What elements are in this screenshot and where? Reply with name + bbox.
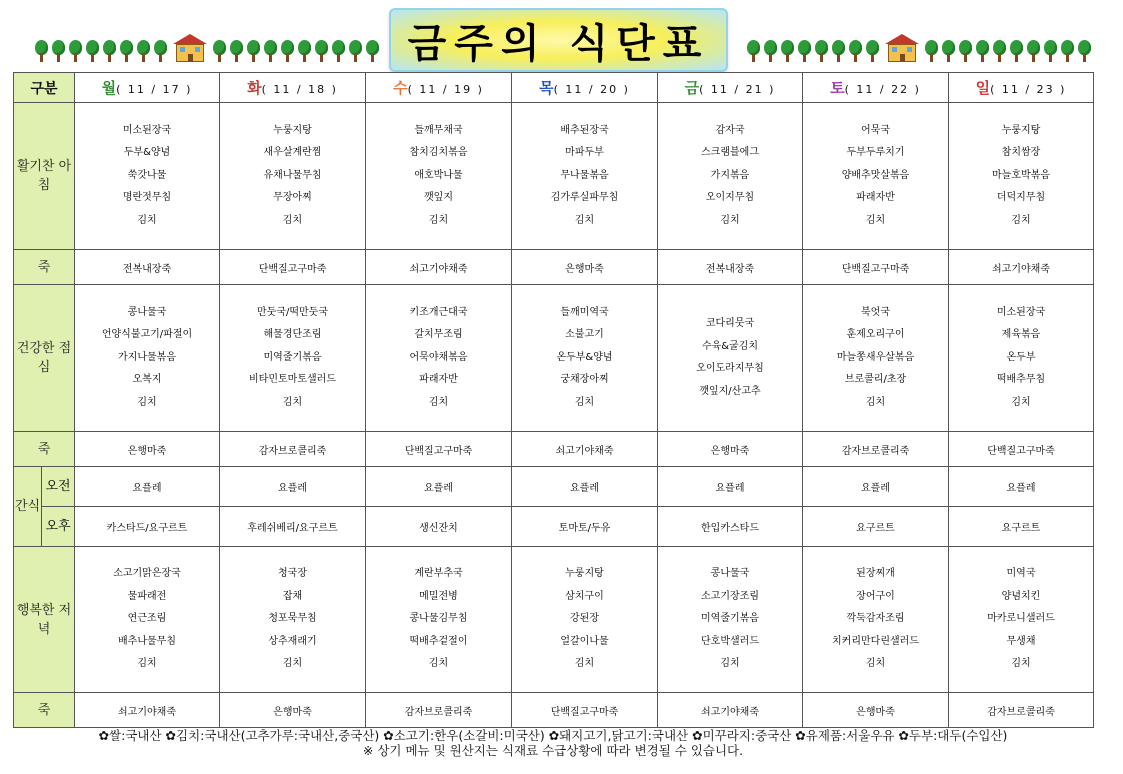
menu-item: 된장찌개: [856, 568, 895, 580]
snack-am-row: [14, 467, 1094, 507]
breakfast_porridge-cell: 쇠고기야채죽: [366, 250, 512, 285]
menu-item: 가지볶음: [710, 169, 750, 181]
menu-item: 파래자반: [856, 192, 895, 204]
day-date: ( 11 / 17 ): [116, 83, 193, 96]
tree-icon: [1043, 40, 1058, 62]
menu-item: 새우살계란찜: [263, 147, 322, 159]
lunch-porridge-row: [14, 432, 1094, 467]
day-header: [949, 73, 1094, 103]
menu-item: 김치: [282, 658, 303, 670]
dinner_porridge-cell: 은행마죽: [803, 693, 949, 728]
menu-item: 치커리만다린샐러드: [832, 635, 919, 647]
snack-pm-cell: 생신잔치: [366, 507, 512, 547]
menu-item: 코다리뭇국: [705, 318, 755, 329]
tree-icon: [246, 40, 261, 62]
header-row: [14, 73, 1094, 103]
menu-item: 소불고기: [565, 329, 604, 341]
page-title: 금주의 식단표: [389, 8, 728, 72]
day-header: [512, 73, 658, 103]
menu-item: 무나물볶음: [560, 169, 609, 181]
tree-icon: [814, 40, 829, 62]
day-name: 목: [539, 79, 554, 97]
tree-icon: [153, 40, 168, 62]
tree-icon: [941, 40, 956, 62]
dinner-porridge-label: 죽: [14, 693, 75, 728]
tree-icon: [992, 40, 1007, 62]
menu-item: 참치쌈장: [1001, 147, 1041, 159]
tree-icon: [68, 40, 83, 62]
tree-icon: [102, 40, 117, 62]
snack-am-cell: 요플레: [803, 467, 949, 507]
tree-icon: [34, 40, 49, 62]
day-date: ( 11 / 18 ): [261, 83, 338, 96]
menu-item: 계란부추국: [414, 568, 463, 580]
menu-item: 메밀전병: [419, 590, 458, 602]
menu-item: 김치: [137, 214, 157, 226]
dinner_porridge-cell: 은행마죽: [220, 693, 366, 728]
menu-item: 무생채: [1006, 635, 1036, 647]
tree-icon: [1009, 40, 1024, 62]
breakfast-cell: [658, 103, 803, 250]
lunch_porridge-cell: 단백질고구마죽: [949, 432, 1094, 467]
menu-item: 김치: [1011, 214, 1031, 226]
day-date: ( 11 / 21 ): [699, 83, 776, 96]
menu-item: 김치: [428, 214, 449, 226]
snack-pm-cell: 후레쉬베리/요구르트: [220, 507, 366, 547]
menu-item: 오이도라지무침: [696, 363, 764, 374]
menu-item: 해물경단조림: [263, 329, 322, 341]
menu-item: 훈제오리구이: [846, 329, 905, 341]
dinner_porridge-cell: 감자브로콜리죽: [949, 693, 1094, 728]
lunch-porridge-label: 죽: [14, 432, 75, 467]
tree-icon: [119, 40, 134, 62]
breakfast-label: 활기찬 아침: [14, 103, 75, 250]
menu-item: 파래자반: [419, 374, 458, 386]
snack-pm-cell: 토마토/두유: [512, 507, 658, 547]
tree-icon: [975, 40, 990, 62]
tree-icon: [924, 40, 939, 62]
lunch-cell: [949, 285, 1094, 432]
tree-icon: [746, 40, 761, 62]
dinner-label: 행복한 저녁: [14, 547, 75, 693]
menu-item: 단호박샐러드: [701, 635, 759, 647]
menu-item: 장어구이: [856, 590, 895, 602]
day-header: [220, 73, 366, 103]
lunch_porridge-cell: 은행마죽: [658, 432, 803, 467]
tree-icon: [136, 40, 151, 62]
change-notice: ※ 상기 메뉴 및 원산지는 식재료 수급상황에 따라 변경될 수 있습니다.: [362, 743, 744, 758]
menu-item: 떡배추겉절이: [409, 635, 468, 647]
menu-item: 깻잎지/산고추: [699, 385, 761, 397]
menu-item: 마늘쫑새우살볶음: [836, 351, 915, 363]
menu-item: 제육볶음: [1001, 329, 1041, 341]
lunch-row: [14, 285, 1094, 432]
breakfast_porridge-cell: 전복내장죽: [658, 250, 803, 285]
tree-icon: [865, 40, 880, 62]
menu-item: 김치: [1011, 658, 1031, 670]
menu-item: 누룽지탕: [565, 568, 604, 580]
origin-note: ✿쌀:국내산 ✿김치:국내산(고추가루:국내산,중국산) ✿소고기:한우(소갈비:미국산) ✿돼지고기,닭고기:국내산 ✿미꾸라지:중국산 ✿유제품:서울우유 ✿두부:대두(수입산): [98, 728, 1008, 743]
breakfast-porridge-row: [14, 250, 1094, 285]
menu-item: 오복지: [132, 374, 162, 386]
menu-item: 온두부&양념: [556, 351, 613, 363]
menu-item: 미역줄기볶음: [263, 351, 322, 363]
tree-icon: [331, 40, 346, 62]
menu-item: 콩나물국: [127, 306, 167, 318]
dinner_porridge-cell: 단백질고구마죽: [512, 693, 658, 728]
tree-icon: [780, 40, 795, 62]
dinner-porridge-row: [14, 693, 1094, 728]
breakfast_porridge-cell: 전복내장죽: [75, 250, 220, 285]
tree-icon: [263, 40, 278, 62]
breakfast-cell: [512, 103, 658, 250]
tree-icon: [797, 40, 812, 62]
snack-pm-row: [14, 507, 1094, 547]
house-icon: [173, 34, 207, 62]
menu-item: 가지나물볶음: [118, 351, 176, 363]
dinner-cell: [220, 547, 366, 693]
snack-pm-cell: 요구르트: [803, 507, 949, 547]
menu-item: 김치: [720, 658, 740, 670]
menu-item: 수육&굴김치: [701, 340, 759, 352]
day-header: [658, 73, 803, 103]
menu-item: 김가루실파무침: [550, 192, 619, 204]
menu-item: 누룽지탕: [1001, 124, 1041, 136]
menu-item: 오이지무침: [705, 192, 755, 204]
menu-item: 상추재래기: [268, 635, 317, 647]
menu-item: 스크램블에그: [701, 147, 759, 159]
menu-item: 떡배추무침: [996, 374, 1046, 386]
tree-icon: [348, 40, 363, 62]
lunch-cell: [220, 285, 366, 432]
menu-item: 얼갈이나물: [560, 635, 609, 647]
menu-item: 유채나물무침: [263, 169, 322, 181]
tree-icon: [1026, 40, 1041, 62]
menu-item: 청포묵무침: [268, 613, 317, 625]
dinner-cell: [75, 547, 220, 693]
dinner_porridge-cell: 감자브로콜리죽: [366, 693, 512, 728]
lunch_porridge-cell: 은행마죽: [75, 432, 220, 467]
lunch_porridge-cell: 감자브로콜리죽: [803, 432, 949, 467]
menu-item: 소고기맑은장국: [113, 568, 181, 580]
footer: [13, 728, 1093, 758]
menu-item: 깍둑감자조림: [846, 613, 905, 625]
breakfast_porridge-cell: 쇠고기야채죽: [949, 250, 1094, 285]
menu-item: 궁채장아찌: [560, 374, 609, 386]
menu-item: 온두부: [1006, 351, 1036, 363]
menu-item: 김치: [865, 396, 886, 408]
breakfast_porridge-cell: 단백질고구마죽: [220, 250, 366, 285]
menu-item: 만둣국/떡만둣국: [257, 306, 328, 318]
lunch-cell: [75, 285, 220, 432]
menu-item: 김치: [574, 214, 595, 226]
breakfast-porridge-label: 죽: [14, 250, 75, 285]
menu-item: 잡채: [282, 590, 303, 602]
menu-item: 김치: [428, 658, 449, 670]
day-date: ( 11 / 19 ): [407, 83, 484, 96]
tree-decoration-left: [34, 38, 380, 62]
tree-icon: [848, 40, 863, 62]
breakfast-cell: [949, 103, 1094, 250]
snack-am-cell: 요플레: [949, 467, 1094, 507]
menu-item: 물파래전: [127, 590, 167, 602]
menu-item: 김치: [1011, 396, 1031, 408]
dinner-cell: [512, 547, 658, 693]
snack-am-cell: 요플레: [220, 467, 366, 507]
menu-item: 무장아찌: [273, 192, 312, 204]
menu-item: 삼치구이: [565, 590, 604, 602]
menu-item: 두부두루치기: [846, 147, 905, 159]
day-header: [803, 73, 949, 103]
menu-item: 키조개근대국: [409, 306, 468, 318]
snack-am-cell: 요플레: [512, 467, 658, 507]
day-name: 수: [393, 79, 408, 97]
menu-item: 브로콜리/초장: [844, 374, 907, 386]
tree-icon: [297, 40, 312, 62]
breakfast_porridge-cell: 은행마죽: [512, 250, 658, 285]
tree-icon: [280, 40, 295, 62]
menu-item: 애호박나물: [414, 169, 463, 181]
menu-item: 어묵국: [861, 124, 890, 136]
header-label: 구분: [14, 73, 75, 103]
menu-item: 김치: [865, 658, 886, 670]
dinner-cell: [949, 547, 1094, 693]
lunch-cell: [366, 285, 512, 432]
dinner_porridge-cell: 쇠고기야채죽: [658, 693, 803, 728]
snack-pm-cell: 카스타드/요구르트: [75, 507, 220, 547]
tree-icon: [958, 40, 973, 62]
weekly-menu-table: [13, 72, 1094, 728]
snack-pm-label: 오후: [42, 507, 75, 547]
menu-item: 양념치킨: [1001, 590, 1041, 602]
title-area: [0, 0, 1123, 72]
snack-pm-cell: 한입카스타드: [658, 507, 803, 547]
menu-item: 김치: [282, 214, 303, 226]
menu-item: 콩나물국: [710, 568, 750, 580]
menu-item: 언양식불고기/파절이: [101, 329, 193, 341]
menu-item: 들깨무채국: [414, 124, 463, 136]
menu-item: 더덕지무침: [996, 192, 1046, 204]
tree-icon: [831, 40, 846, 62]
menu-item: 배추된장국: [560, 124, 609, 136]
day-header: [366, 73, 512, 103]
lunch-label: 건강한 점심: [14, 285, 75, 432]
menu-item: 감자국: [715, 124, 745, 136]
menu-item: 미역줄기볶음: [701, 613, 759, 625]
house-icon: [885, 34, 919, 62]
dinner-row: [14, 547, 1094, 693]
tree-icon: [1077, 40, 1092, 62]
menu-item: 김치: [720, 214, 740, 226]
tree-icon: [85, 40, 100, 62]
menu-item: 갈치무조림: [414, 329, 463, 341]
day-name: 금: [684, 79, 700, 97]
menu-item: 김치: [282, 396, 303, 408]
breakfast-cell: [75, 103, 220, 250]
tree-decoration-right: [746, 38, 1092, 62]
dinner-cell: [803, 547, 949, 693]
day-date: ( 11 / 20 ): [553, 83, 630, 96]
menu-item: 김치: [137, 396, 157, 408]
snack-am-label: 오전: [42, 467, 75, 507]
snack-am-cell: 요플레: [75, 467, 220, 507]
menu-item: 마카로니샐러드: [987, 613, 1055, 625]
menu-item: 콩나물김무침: [409, 613, 468, 625]
lunch-cell: [803, 285, 949, 432]
tree-icon: [314, 40, 329, 62]
snack-label: 간식: [14, 467, 42, 547]
breakfast-cell: [220, 103, 366, 250]
menu-item: 김치: [137, 658, 157, 670]
snack-am-cell: 요플레: [366, 467, 512, 507]
day-name: 일: [975, 79, 991, 97]
lunch_porridge-cell: 쇠고기야채죽: [512, 432, 658, 467]
menu-item: 마늘호박볶음: [992, 169, 1050, 181]
menu-item: 양배추맛살볶음: [841, 169, 910, 181]
menu-item: 미소된장국: [996, 306, 1046, 318]
tree-icon: [51, 40, 66, 62]
menu-item: 연근조림: [127, 613, 167, 625]
breakfast-cell: [803, 103, 949, 250]
menu-item: 쑥갓나물: [127, 169, 167, 181]
lunch-cell: [658, 285, 803, 432]
snack-pm-cell: 요구르트: [949, 507, 1094, 547]
day-date: ( 11 / 23 ): [990, 83, 1067, 96]
menu-item: 비타민토마토샐러드: [249, 374, 336, 386]
tree-icon: [365, 40, 380, 62]
snack-am-cell: 요플레: [658, 467, 803, 507]
menu-item: 김치: [574, 658, 595, 670]
dinner_porridge-cell: 쇠고기야채죽: [75, 693, 220, 728]
menu-item: 참치김치볶음: [409, 147, 468, 159]
lunch-cell: [512, 285, 658, 432]
day-date: ( 11 / 22 ): [844, 83, 921, 96]
menu-item: 김치: [428, 396, 449, 408]
dinner-cell: [658, 547, 803, 693]
menu-item: 소고기장조림: [701, 590, 759, 602]
day-name: 토: [830, 79, 845, 97]
menu-item: 들깨미역국: [560, 306, 609, 318]
day-name: 화: [247, 79, 262, 97]
tree-icon: [763, 40, 778, 62]
menu-item: 김치: [865, 214, 886, 226]
menu-item: 청국장: [278, 568, 307, 580]
menu-item: 북엇국: [861, 306, 890, 318]
lunch_porridge-cell: 감자브로콜리죽: [220, 432, 366, 467]
menu-item: 누룽지탕: [273, 124, 312, 136]
menu-item: 미소된장국: [122, 124, 172, 136]
menu-item: 미역국: [1006, 568, 1036, 580]
tree-icon: [212, 40, 227, 62]
dinner-cell: [366, 547, 512, 693]
breakfast_porridge-cell: 단백질고구마죽: [803, 250, 949, 285]
day-header: [75, 73, 220, 103]
day-name: 월: [101, 79, 117, 97]
menu-item: 어묵야채볶음: [409, 351, 468, 363]
menu-item: 마파두부: [565, 147, 604, 159]
menu-item: 배추나물무침: [118, 635, 176, 647]
lunch_porridge-cell: 단백질고구마죽: [366, 432, 512, 467]
menu-item: 두부&양념: [123, 147, 171, 159]
breakfast-row: [14, 103, 1094, 250]
breakfast-cell: [366, 103, 512, 250]
tree-icon: [229, 40, 244, 62]
menu-item: 김치: [574, 396, 595, 408]
menu-item: 깻잎지: [424, 192, 453, 204]
tree-icon: [1060, 40, 1075, 62]
menu-item: 강된장: [570, 613, 599, 625]
menu-item: 명란젓무침: [122, 192, 172, 204]
